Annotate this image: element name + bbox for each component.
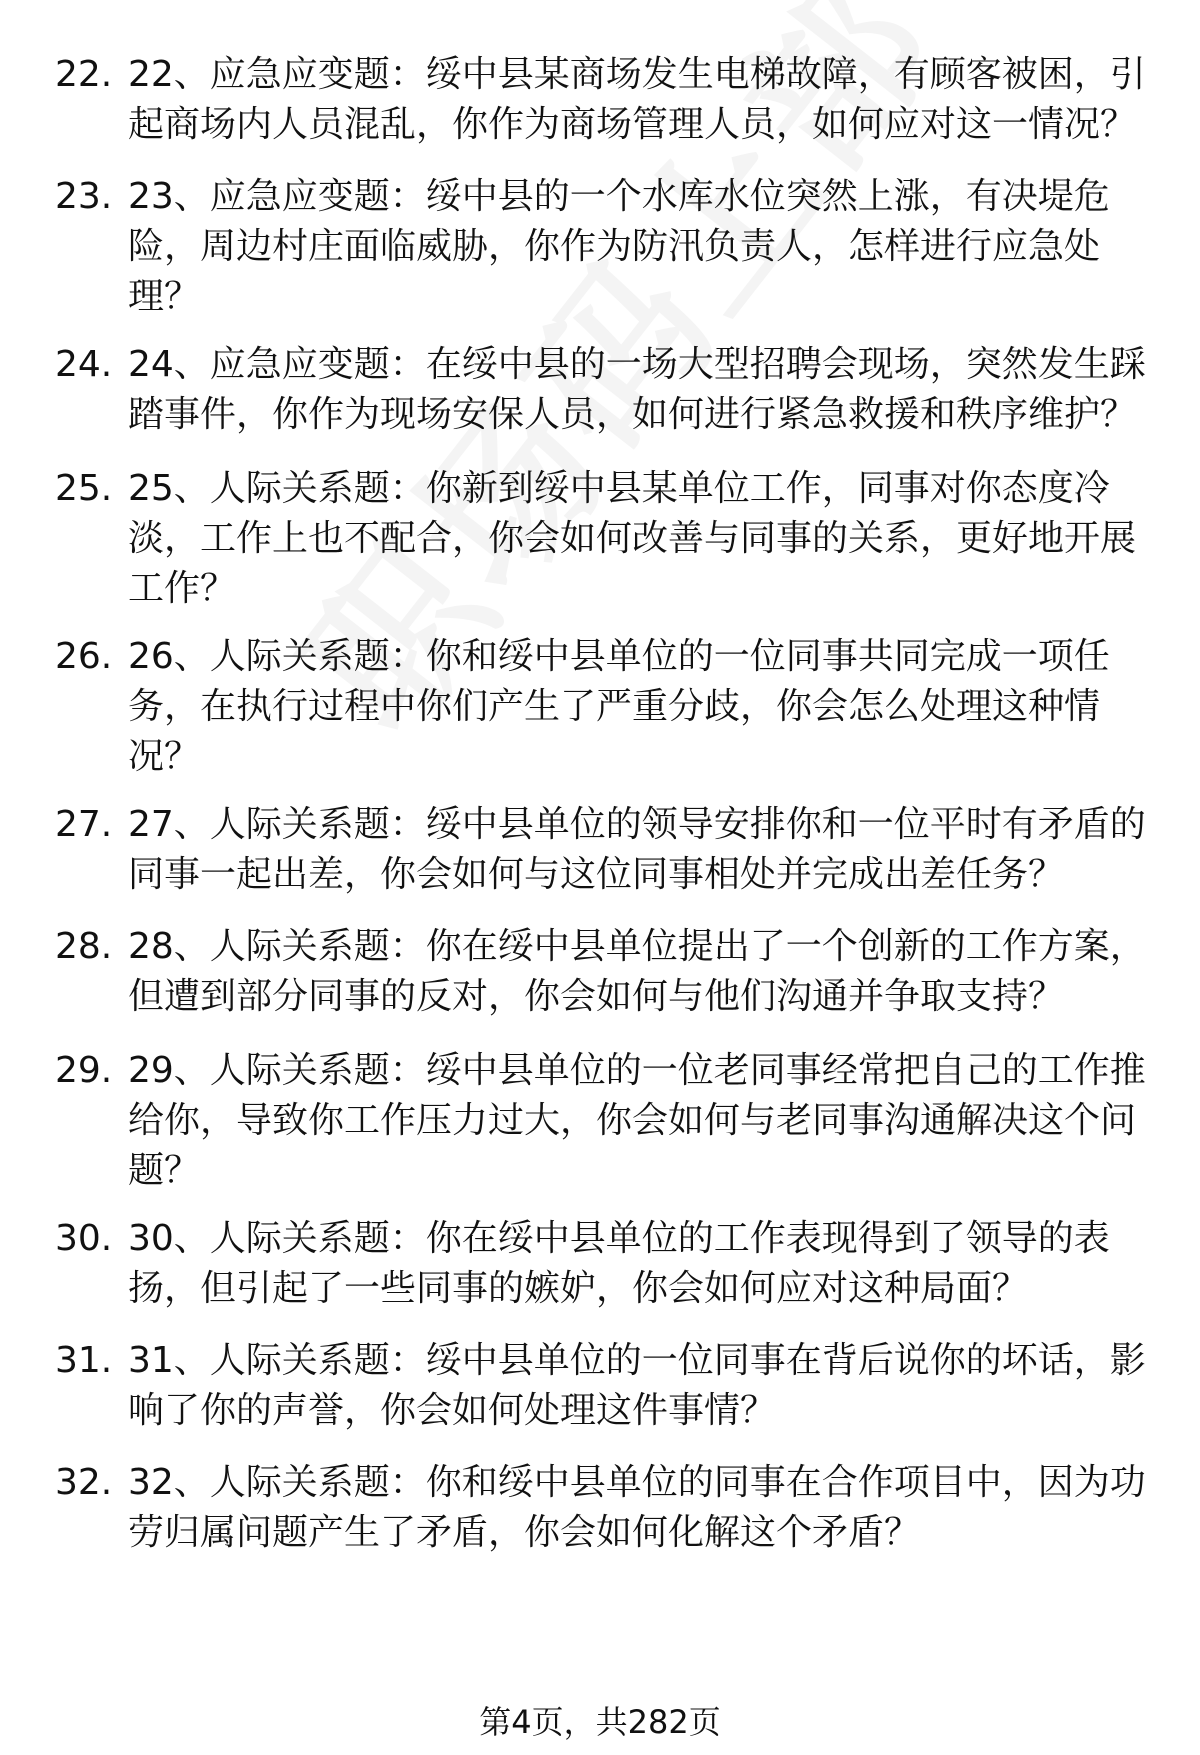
item-number: 22. [55, 54, 113, 95]
item-text: 27、人际关系题：绥中县单位的领导安排你和一位平时有矛盾的同事一起出差，你会如何与这位同事相处并完成出差任务？ [128, 804, 1146, 895]
page-footer [0, 1700, 1200, 1744]
item-number: 27. [55, 804, 113, 845]
item-text: 25、人际关系题：你新到绥中县某单位工作，同事对你态度冷淡，工作上也不配合，你会如何改善与同事的关系，更好地开展工作？ [128, 468, 1137, 609]
item-number: 30. [55, 1218, 113, 1259]
item-text: 24、应急应变题：在绥中县的一场大型招聘会现场，突然发生踩踏事件，你作为现场安保人员，如何进行紧急救援和秩序维护？ [128, 344, 1146, 435]
item-text: 29、人际关系题：绥中县单位的一位老同事经常把自己的工作推给你，导致你工作压力过大，你会如何与老同事沟通解决这个问题？ [128, 1050, 1146, 1191]
item-text: 28、人际关系题：你在绥中县单位提出了一个创新的工作方案，但遭到部分同事的反对，你会如何与他们沟通并争取支持？ [128, 926, 1146, 1017]
item-number: 28. [55, 926, 113, 967]
item-text: 30、人际关系题：你在绥中县单位的工作表现得到了领导的表扬，但引起了一些同事的嫉妒，你会如何应对这种局面？ [128, 1218, 1110, 1309]
item-number: 32. [55, 1462, 113, 1503]
item-number: 24. [55, 344, 113, 385]
item-number: 25. [55, 468, 113, 509]
item-text: 23、应急应变题：绥中县的一个水库水位突然上涨，有决堤危险，周边村庄面临威胁，你作为防汛负责人，怎样进行应急处理？ [128, 176, 1110, 317]
item-number: 31. [55, 1340, 113, 1381]
item-text: 31、人际关系题：绥中县单位的一位同事在背后说你的坏话，影响了你的声誉，你会如何处理这件事情？ [128, 1340, 1146, 1431]
page-number: 第4页，共282页 [479, 1703, 721, 1741]
item-number: 23. [55, 176, 113, 217]
item-text: 26、人际关系题：你和绥中县单位的一位同事共同完成一项任务，在执行过程中你们产生了严重分歧，你会怎么处理这种情况？ [128, 636, 1110, 777]
item-number: 29. [55, 1050, 113, 1091]
item-text: 32、人际关系题：你和绥中县单位的同事在合作项目中，因为功劳归属问题产生了矛盾，你会如何化解这个矛盾？ [128, 1462, 1146, 1553]
item-number: 26. [55, 636, 113, 677]
item-text: 22、应急应变题：绥中县某商场发生电梯故障，有顾客被困，引起商场内人员混乱，你作为商场管理人员，如何应对这一情况？ [128, 54, 1146, 145]
